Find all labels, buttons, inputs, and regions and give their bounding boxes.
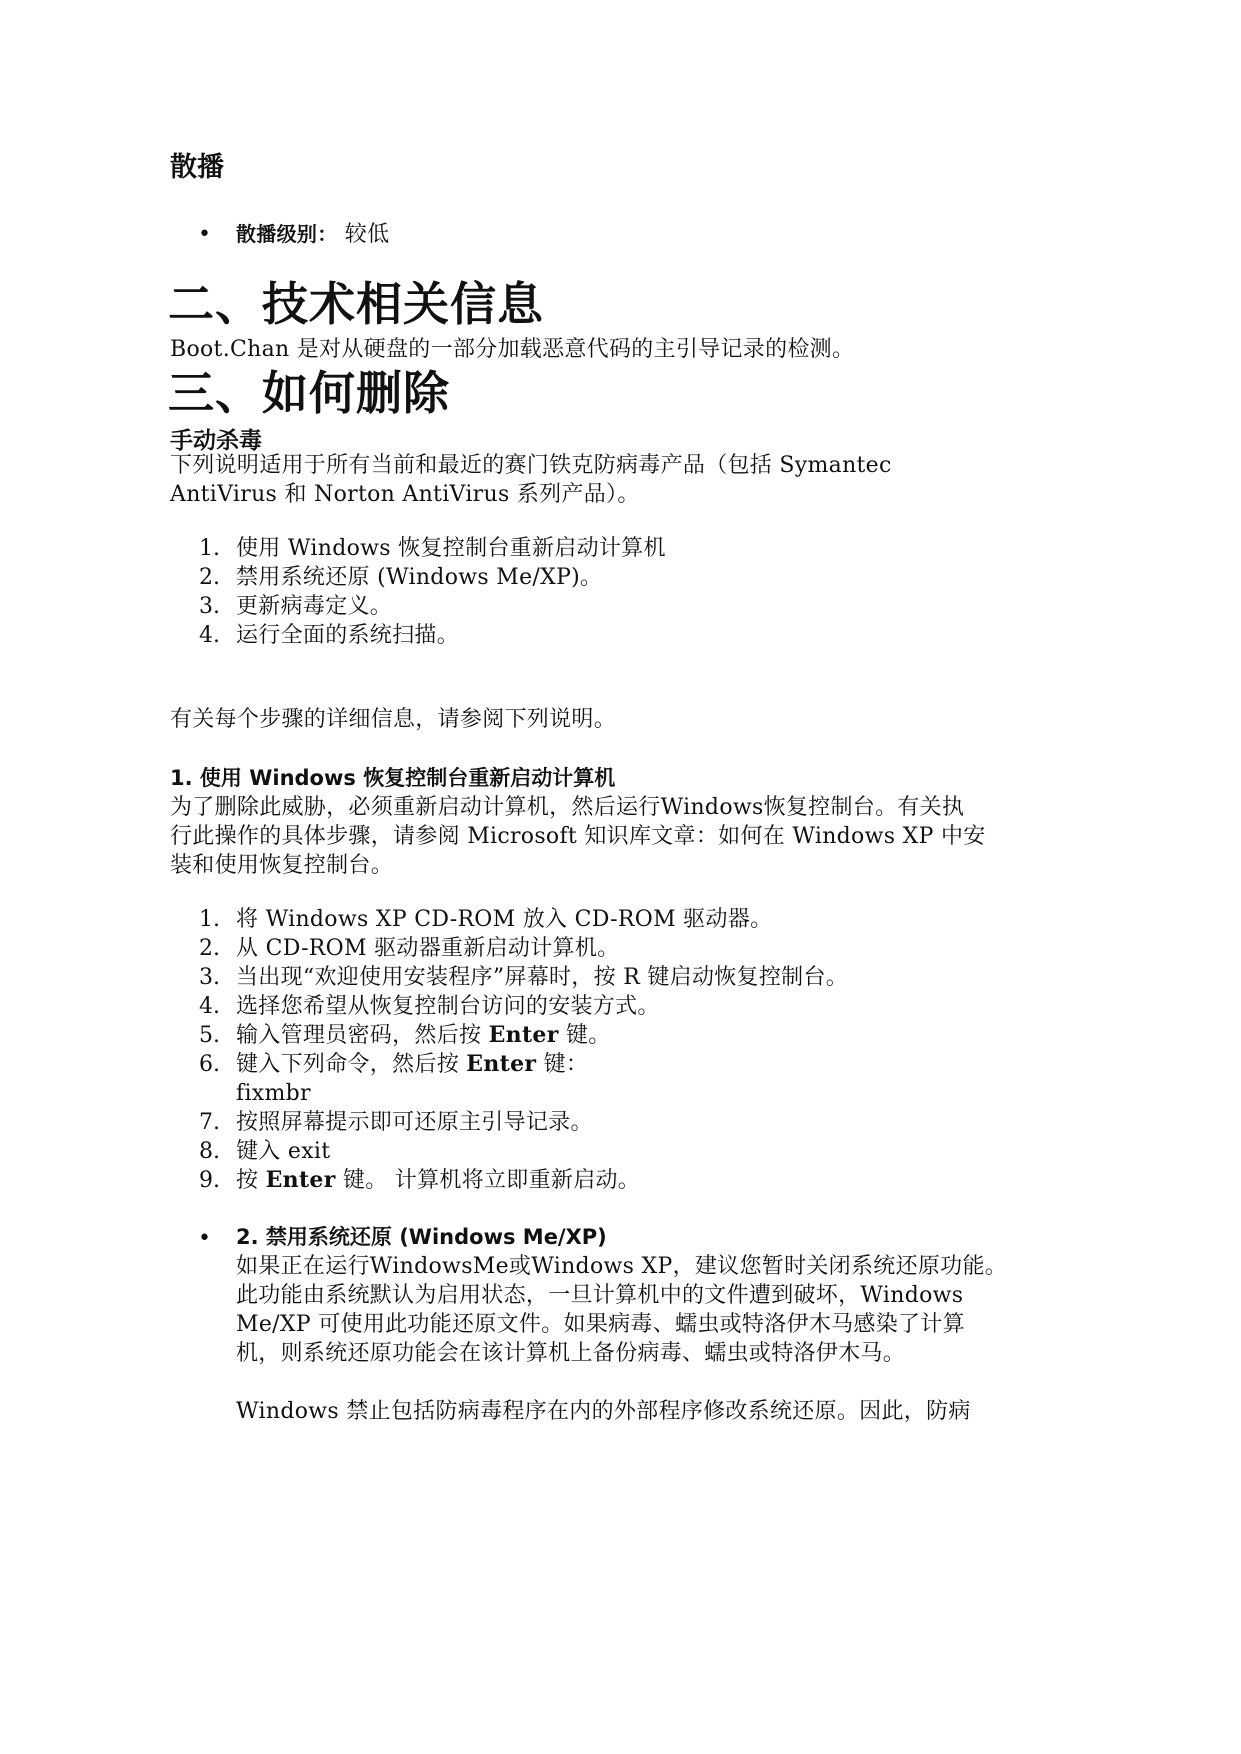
recovery-step: 按照屏幕提示即可还原主引导记录。: [236, 1110, 593, 1135]
step-number: 3.: [199, 594, 220, 619]
dissemination-level-value: 较低: [344, 222, 390, 247]
section1-para-line3: 装和使用恢复控制台。: [170, 853, 394, 878]
details-note: 有关每个步骤的详细信息，请参阅下列说明。: [170, 707, 617, 732]
removal-intro-line2: AntiVirus 和 Norton AntiVirus 系列产品）。: [170, 482, 640, 507]
step-number: 9.: [199, 1168, 220, 1193]
command-text: fixmbr: [236, 1081, 311, 1106]
section2-para2-line1: Windows 禁止包括防病毒程序在内的外部程序修改系统还原。因此，防病: [236, 1399, 971, 1424]
step-number: 1.: [199, 536, 220, 561]
section2-heading: 2. 禁用系统还原 (Windows Me/XP): [236, 1225, 607, 1249]
section2-para-line3: Me/XP 可使用此功能还原文件。如果病毒、蠕虫或特洛伊木马感染了计算: [236, 1312, 965, 1337]
dissemination-heading: 散播: [170, 152, 224, 183]
removal-step: 运行全面的系统扫描。: [236, 623, 460, 648]
dissemination-level-label: 散播级别：: [236, 222, 338, 246]
step-text: 键。 计算机将立即重新启动。: [335, 1168, 641, 1193]
manual-removal-heading: 手动杀毒: [170, 428, 262, 454]
bullet-icon: •: [198, 222, 211, 247]
step-text: 键入下列命令，然后按: [236, 1052, 467, 1077]
tech-info-text: Boot.Chan 是对从硬盘的一部分加载恶意代码的主引导记录的检测。: [170, 337, 855, 362]
step-number: 2.: [199, 565, 220, 590]
step-number: 6.: [199, 1052, 220, 1077]
dissemination-level: [236, 218, 389, 251]
recovery-step: 当出现“欢迎使用安装程序”屏幕时，按 R 键启动恢复控制台。: [236, 965, 849, 990]
step-number: 7.: [199, 1110, 220, 1135]
step-text: 键。: [558, 1023, 611, 1048]
section2-para-line4: 机，则系统还原功能会在该计算机上备份病毒、蠕虫或特洛伊木马。: [236, 1341, 906, 1366]
section1-heading: 1. 使用 Windows 恢复控制台重新启动计算机: [170, 766, 616, 790]
recovery-step: [236, 1164, 640, 1197]
section1-para-line2: 行此操作的具体步骤，请参阅 Microsoft 知识库文章：如何在 Windows XP 中安: [170, 824, 986, 849]
bullet-icon: •: [198, 1226, 211, 1251]
step-number: 4.: [199, 994, 220, 1019]
removal-heading: 三、如何删除: [168, 366, 450, 420]
recovery-step: 选择您希望从恢复控制台访问的安装方式。: [236, 994, 660, 1019]
step-text: 输入管理员密码，然后按: [236, 1023, 489, 1048]
step-text: 按: [236, 1168, 266, 1193]
step-number: 2.: [199, 936, 220, 961]
section1-para-line1: 为了删除此威胁，必须重新启动计算机，然后运行Windows恢复控制台。有关执: [170, 795, 965, 820]
enter-key-label: Enter: [466, 1051, 537, 1077]
section2-para-line1: 如果正在运行WindowsMe或Windows XP，建议您暂时关闭系统还原功能。: [236, 1254, 1008, 1279]
step-number: 1.: [199, 907, 220, 932]
recovery-step: 键入 exit: [236, 1139, 331, 1164]
removal-step: 更新病毒定义。: [236, 594, 393, 619]
section2-para-line2: 此功能由系统默认为启用状态，一旦计算机中的文件遭到破坏，Windows: [236, 1283, 964, 1308]
step-number: 8.: [199, 1139, 220, 1164]
recovery-step: 将 Windows XP CD-ROM 放入 CD-ROM 驱动器。: [236, 907, 773, 932]
step-number: 3.: [199, 965, 220, 990]
recovery-step: 从 CD-ROM 驱动器重新启动计算机。: [236, 936, 620, 961]
tech-info-heading: 二、技术相关信息: [168, 277, 544, 331]
enter-key-label: Enter: [488, 1022, 559, 1048]
removal-intro-line1: 下列说明适用于所有当前和最近的赛门铁克防病毒产品（包括 Symantec: [170, 453, 892, 478]
removal-step: 禁用系统还原 (Windows Me/XP)。: [236, 565, 603, 590]
enter-key-label: Enter: [265, 1167, 336, 1193]
step-number: 5.: [199, 1023, 220, 1048]
removal-step: 使用 Windows 恢复控制台重新启动计算机: [236, 536, 666, 561]
step-number: 4.: [199, 623, 220, 648]
step-text: 键：: [536, 1052, 589, 1077]
